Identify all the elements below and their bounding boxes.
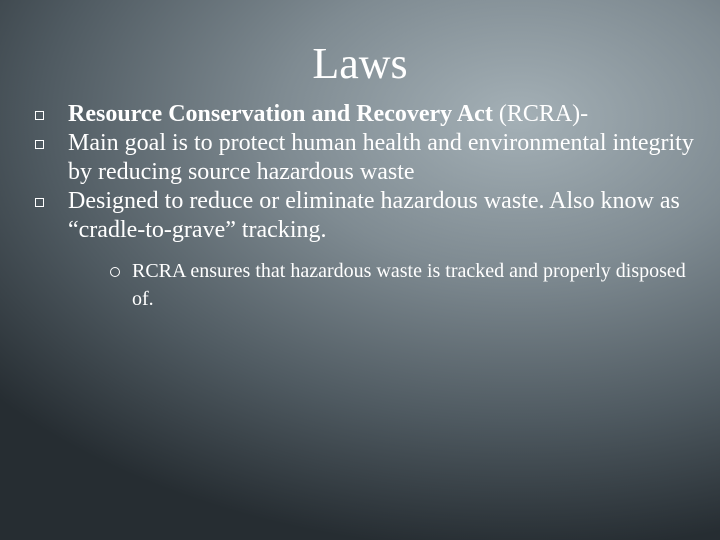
sub-bullet-item bbox=[68, 257, 700, 313]
square-bullet-icon bbox=[35, 198, 44, 207]
bullet-bold-text: Resource Conservation and Recovery Act bbox=[68, 101, 493, 127]
square-bullet-icon bbox=[35, 111, 44, 120]
slide-title: Laws bbox=[312, 39, 408, 88]
bullet-text: Designed to reduce or eliminate hazardous waste. Also know as “cradle-to-grave” tracking. bbox=[68, 188, 680, 243]
bullet-text: (RCRA)- bbox=[492, 101, 589, 127]
bullet-text: Main goal is to protect human health and environmental integrity by reducing source hazardous waste bbox=[68, 130, 694, 185]
bullet-list bbox=[30, 100, 700, 313]
sub-bullet-text: RCRA ensures that hazardous waste is tracked and properly disposed of. bbox=[132, 260, 686, 310]
bullet-item-rcra bbox=[30, 100, 700, 129]
bullet-item-goal bbox=[30, 129, 700, 187]
square-bullet-icon bbox=[35, 140, 44, 149]
circle-bullet-icon bbox=[110, 267, 120, 277]
bullet-item-designed bbox=[30, 187, 700, 313]
